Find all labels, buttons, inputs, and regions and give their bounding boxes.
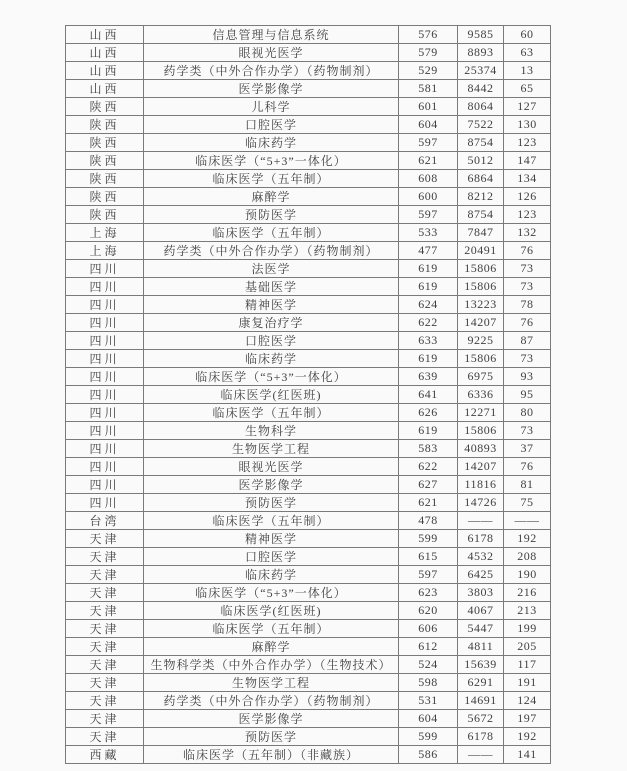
cell-score: 619 xyxy=(399,260,458,278)
cell-major: 临床医学（五年制） xyxy=(144,512,399,530)
cell-rank: 4067 xyxy=(458,602,504,620)
cell-province: 天津 xyxy=(66,584,144,602)
cell-score: 477 xyxy=(399,242,458,260)
cell-value: 63 xyxy=(504,44,551,62)
cell-province: 天津 xyxy=(66,530,144,548)
table-row xyxy=(66,368,551,386)
table-row xyxy=(66,206,551,224)
table-row xyxy=(66,404,551,422)
cell-score: 633 xyxy=(399,332,458,350)
cell-rank: 8212 xyxy=(458,188,504,206)
cell-major: 生物科学类（中外合作办学）（生物技术） xyxy=(144,656,399,674)
cell-rank: 15806 xyxy=(458,260,504,278)
cell-value: 76 xyxy=(504,242,551,260)
cell-major: 临床医学（五年制） xyxy=(144,404,399,422)
cell-value: 132 xyxy=(504,224,551,242)
table-row xyxy=(66,44,551,62)
cell-province: 天津 xyxy=(66,656,144,674)
cell-score: 619 xyxy=(399,278,458,296)
cell-major: 临床医学（“5+3”一体化） xyxy=(144,584,399,602)
cell-province: 西藏 xyxy=(66,746,144,764)
table-row xyxy=(66,710,551,728)
cell-score: 599 xyxy=(399,530,458,548)
cell-major: 临床医学（五年制） xyxy=(144,224,399,242)
table-row xyxy=(66,26,551,44)
cell-major: 眼视光医学 xyxy=(144,458,399,476)
cell-province: 四川 xyxy=(66,260,144,278)
table-row xyxy=(66,242,551,260)
cell-rank: 6178 xyxy=(458,728,504,746)
cell-province: 上海 xyxy=(66,224,144,242)
cell-score: 597 xyxy=(399,566,458,584)
cell-value: 213 xyxy=(504,602,551,620)
cell-rank: 6425 xyxy=(458,566,504,584)
cell-province: 天津 xyxy=(66,728,144,746)
cell-province: 天津 xyxy=(66,620,144,638)
cell-province: 陕西 xyxy=(66,134,144,152)
cell-major: 临床医学（五年制） xyxy=(144,170,399,188)
cell-major: 临床医学（“5+3”一体化） xyxy=(144,368,399,386)
cell-value: 65 xyxy=(504,80,551,98)
cell-province: 陕西 xyxy=(66,170,144,188)
cell-province: 台湾 xyxy=(66,512,144,530)
cell-major: 药学类（中外合作办学）（药物制剂） xyxy=(144,692,399,710)
cell-score: 615 xyxy=(399,548,458,566)
cell-value: 73 xyxy=(504,350,551,368)
cell-major: 临床医学(红医班) xyxy=(144,602,399,620)
table-row xyxy=(66,98,551,116)
table-row xyxy=(66,350,551,368)
cell-province: 四川 xyxy=(66,314,144,332)
cell-value: 192 xyxy=(504,530,551,548)
cell-major: 临床药学 xyxy=(144,566,399,584)
cell-value: 205 xyxy=(504,638,551,656)
cell-province: 四川 xyxy=(66,476,144,494)
cell-major: 基础医学 xyxy=(144,278,399,296)
cell-major: 康复治疗学 xyxy=(144,314,399,332)
cell-major: 麻醉学 xyxy=(144,188,399,206)
cell-value: 191 xyxy=(504,674,551,692)
cell-value: 199 xyxy=(504,620,551,638)
cell-value: 141 xyxy=(504,746,551,764)
cell-rank: 7847 xyxy=(458,224,504,242)
cell-rank: 14691 xyxy=(458,692,504,710)
cell-rank: 5447 xyxy=(458,620,504,638)
cell-province: 天津 xyxy=(66,692,144,710)
cell-rank: 3803 xyxy=(458,584,504,602)
cell-score: 599 xyxy=(399,728,458,746)
cell-value: 130 xyxy=(504,116,551,134)
table-row xyxy=(66,260,551,278)
cell-value: 78 xyxy=(504,296,551,314)
cell-major: 临床药学 xyxy=(144,350,399,368)
cell-score: 531 xyxy=(399,692,458,710)
table-row xyxy=(66,188,551,206)
table-row xyxy=(66,476,551,494)
cell-rank: 12271 xyxy=(458,404,504,422)
cell-province: 四川 xyxy=(66,494,144,512)
cell-value: 76 xyxy=(504,458,551,476)
cell-score: 524 xyxy=(399,656,458,674)
cell-value: 60 xyxy=(504,26,551,44)
cell-score: 627 xyxy=(399,476,458,494)
table-row xyxy=(66,494,551,512)
cell-province: 陕西 xyxy=(66,116,144,134)
cell-rank: 11816 xyxy=(458,476,504,494)
cell-value: 117 xyxy=(504,656,551,674)
cell-value: 73 xyxy=(504,260,551,278)
cell-score: 604 xyxy=(399,116,458,134)
cell-score: 621 xyxy=(399,494,458,512)
cell-major: 儿科学 xyxy=(144,98,399,116)
cell-rank: 14207 xyxy=(458,458,504,476)
cell-value: 124 xyxy=(504,692,551,710)
table-row xyxy=(66,584,551,602)
cell-score: 641 xyxy=(399,386,458,404)
cell-rank: 8893 xyxy=(458,44,504,62)
cell-score: 598 xyxy=(399,674,458,692)
table-row xyxy=(66,278,551,296)
cell-score: 529 xyxy=(399,62,458,80)
cell-rank: 8064 xyxy=(458,98,504,116)
cell-province: 山西 xyxy=(66,26,144,44)
cell-province: 天津 xyxy=(66,674,144,692)
cell-score: 622 xyxy=(399,314,458,332)
cell-value: 95 xyxy=(504,386,551,404)
cell-province: 四川 xyxy=(66,296,144,314)
cell-score: 624 xyxy=(399,296,458,314)
cell-value: 80 xyxy=(504,404,551,422)
cell-score: 600 xyxy=(399,188,458,206)
cell-rank: 8754 xyxy=(458,134,504,152)
table-row xyxy=(66,674,551,692)
cell-major: 药学类（中外合作办学）（药物制剂） xyxy=(144,242,399,260)
table-row xyxy=(66,566,551,584)
cell-major: 临床医学(红医班) xyxy=(144,386,399,404)
cell-value: 192 xyxy=(504,728,551,746)
table-row xyxy=(66,80,551,98)
cell-major: 临床医学（“5+3”一体化） xyxy=(144,152,399,170)
cell-major: 眼视光医学 xyxy=(144,44,399,62)
cell-score: 581 xyxy=(399,80,458,98)
cell-province: 四川 xyxy=(66,278,144,296)
cell-rank: 6975 xyxy=(458,368,504,386)
cell-score: 478 xyxy=(399,512,458,530)
cell-major: 预防医学 xyxy=(144,206,399,224)
cell-score: 608 xyxy=(399,170,458,188)
cell-rank: 13223 xyxy=(458,296,504,314)
cell-value: 197 xyxy=(504,710,551,728)
cell-rank: 6864 xyxy=(458,170,504,188)
table-row xyxy=(66,638,551,656)
table-row xyxy=(66,728,551,746)
cell-rank: —— xyxy=(458,746,504,764)
cell-major: 医学影像学 xyxy=(144,80,399,98)
cell-province: 天津 xyxy=(66,566,144,584)
cell-score: 586 xyxy=(399,746,458,764)
cell-score: 619 xyxy=(399,350,458,368)
cell-value: 87 xyxy=(504,332,551,350)
cell-score: 606 xyxy=(399,620,458,638)
cell-rank: 4811 xyxy=(458,638,504,656)
cell-province: 天津 xyxy=(66,602,144,620)
table-row xyxy=(66,422,551,440)
table-row xyxy=(66,134,551,152)
cell-score: 619 xyxy=(399,422,458,440)
cell-value: 13 xyxy=(504,62,551,80)
cell-major: 生物科学 xyxy=(144,422,399,440)
admission-score-table xyxy=(65,25,551,764)
cell-major: 口腔医学 xyxy=(144,548,399,566)
cell-major: 临床药学 xyxy=(144,134,399,152)
cell-score: 623 xyxy=(399,584,458,602)
cell-province: 四川 xyxy=(66,332,144,350)
table-row xyxy=(66,692,551,710)
cell-value: 190 xyxy=(504,566,551,584)
cell-rank: 6178 xyxy=(458,530,504,548)
cell-rank: 14726 xyxy=(458,494,504,512)
cell-score: 579 xyxy=(399,44,458,62)
cell-value: 37 xyxy=(504,440,551,458)
cell-major: 精神医学 xyxy=(144,296,399,314)
cell-value: 134 xyxy=(504,170,551,188)
cell-rank: 8754 xyxy=(458,206,504,224)
cell-value: 123 xyxy=(504,134,551,152)
cell-rank: 6336 xyxy=(458,386,504,404)
cell-rank: 5012 xyxy=(458,152,504,170)
cell-value: 73 xyxy=(504,278,551,296)
cell-value: —— xyxy=(504,512,551,530)
cell-major: 口腔医学 xyxy=(144,332,399,350)
cell-province: 山西 xyxy=(66,62,144,80)
cell-rank: 9225 xyxy=(458,332,504,350)
table-row xyxy=(66,224,551,242)
table-row xyxy=(66,548,551,566)
cell-major: 临床医学（五年制）（非藏族） xyxy=(144,746,399,764)
table-row xyxy=(66,332,551,350)
table-row xyxy=(66,512,551,530)
cell-rank: 4532 xyxy=(458,548,504,566)
cell-major: 麻醉学 xyxy=(144,638,399,656)
cell-rank: 15806 xyxy=(458,422,504,440)
cell-major: 药学类（中外合作办学）（药物制剂） xyxy=(144,62,399,80)
cell-score: 622 xyxy=(399,458,458,476)
table-row xyxy=(66,152,551,170)
cell-province: 四川 xyxy=(66,440,144,458)
cell-major: 医学影像学 xyxy=(144,710,399,728)
cell-major: 生物医学工程 xyxy=(144,440,399,458)
cell-major: 临床医学（五年制） xyxy=(144,620,399,638)
table-row xyxy=(66,440,551,458)
cell-score: 620 xyxy=(399,602,458,620)
table-row xyxy=(66,746,551,764)
score-table-body xyxy=(66,26,551,764)
cell-value: 147 xyxy=(504,152,551,170)
cell-rank: 15806 xyxy=(458,350,504,368)
cell-province: 四川 xyxy=(66,350,144,368)
cell-value: 216 xyxy=(504,584,551,602)
cell-value: 73 xyxy=(504,422,551,440)
cell-province: 陕西 xyxy=(66,98,144,116)
cell-province: 上海 xyxy=(66,242,144,260)
cell-province: 山西 xyxy=(66,44,144,62)
cell-value: 76 xyxy=(504,314,551,332)
cell-score: 533 xyxy=(399,224,458,242)
cell-major: 生物医学工程 xyxy=(144,674,399,692)
cell-score: 576 xyxy=(399,26,458,44)
table-row xyxy=(66,170,551,188)
table-row xyxy=(66,116,551,134)
cell-province: 陕西 xyxy=(66,188,144,206)
cell-score: 601 xyxy=(399,98,458,116)
cell-value: 123 xyxy=(504,206,551,224)
cell-rank: 15639 xyxy=(458,656,504,674)
cell-score: 621 xyxy=(399,152,458,170)
cell-score: 597 xyxy=(399,206,458,224)
cell-rank: 14207 xyxy=(458,314,504,332)
cell-value: 126 xyxy=(504,188,551,206)
cell-major: 口腔医学 xyxy=(144,116,399,134)
cell-rank: 5672 xyxy=(458,710,504,728)
cell-province: 天津 xyxy=(66,710,144,728)
table-row xyxy=(66,386,551,404)
cell-major: 精神医学 xyxy=(144,530,399,548)
cell-province: 四川 xyxy=(66,368,144,386)
table-row xyxy=(66,314,551,332)
cell-rank: —— xyxy=(458,512,504,530)
cell-score: 626 xyxy=(399,404,458,422)
cell-value: 127 xyxy=(504,98,551,116)
cell-major: 医学影像学 xyxy=(144,476,399,494)
table-row xyxy=(66,656,551,674)
table-row xyxy=(66,602,551,620)
cell-score: 583 xyxy=(399,440,458,458)
cell-value: 81 xyxy=(504,476,551,494)
table-row xyxy=(66,620,551,638)
cell-province: 四川 xyxy=(66,458,144,476)
cell-rank: 9585 xyxy=(458,26,504,44)
cell-major: 预防医学 xyxy=(144,494,399,512)
cell-rank: 8442 xyxy=(458,80,504,98)
table-row xyxy=(66,458,551,476)
cell-province: 四川 xyxy=(66,386,144,404)
cell-rank: 25374 xyxy=(458,62,504,80)
cell-score: 639 xyxy=(399,368,458,386)
cell-province: 陕西 xyxy=(66,152,144,170)
cell-major: 预防医学 xyxy=(144,728,399,746)
cell-rank: 6291 xyxy=(458,674,504,692)
cell-major: 法医学 xyxy=(144,260,399,278)
cell-rank: 40893 xyxy=(458,440,504,458)
cell-province: 四川 xyxy=(66,422,144,440)
table-row xyxy=(66,530,551,548)
cell-value: 93 xyxy=(504,368,551,386)
cell-province: 天津 xyxy=(66,548,144,566)
cell-province: 天津 xyxy=(66,638,144,656)
cell-score: 597 xyxy=(399,134,458,152)
cell-major: 信息管理与信息系统 xyxy=(144,26,399,44)
cell-score: 604 xyxy=(399,710,458,728)
table-row xyxy=(66,62,551,80)
cell-rank: 7522 xyxy=(458,116,504,134)
table-row xyxy=(66,296,551,314)
cell-province: 四川 xyxy=(66,404,144,422)
cell-rank: 15806 xyxy=(458,278,504,296)
cell-value: 208 xyxy=(504,548,551,566)
cell-province: 陕西 xyxy=(66,206,144,224)
cell-score: 612 xyxy=(399,638,458,656)
cell-value: 75 xyxy=(504,494,551,512)
cell-province: 山西 xyxy=(66,80,144,98)
cell-rank: 20491 xyxy=(458,242,504,260)
